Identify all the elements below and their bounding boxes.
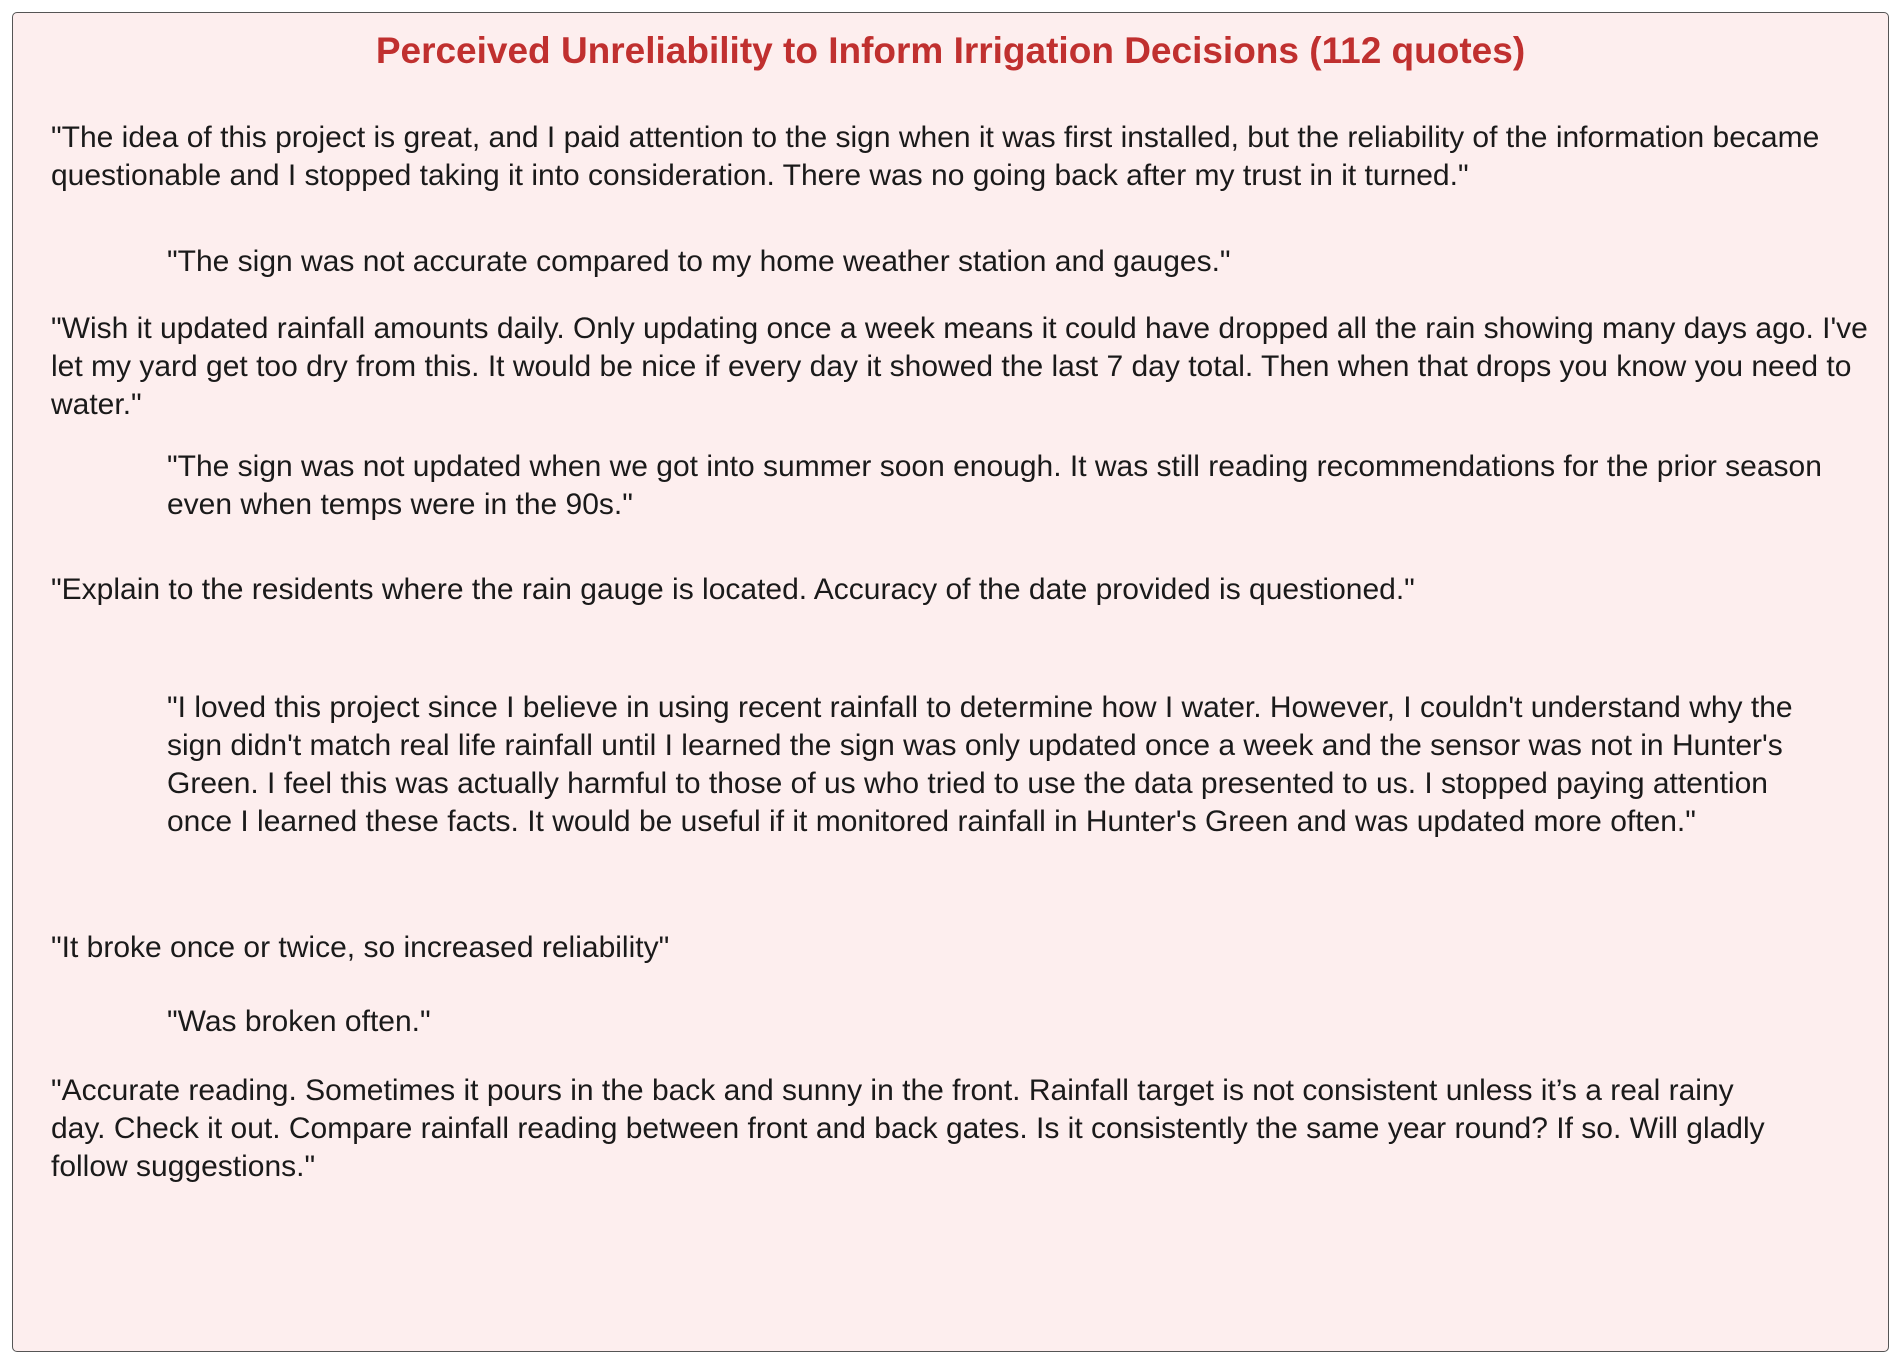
quote-2: "The sign was not accurate compared to my home weather station and gauges."	[167, 245, 1231, 278]
quote-5: "Explain to the residents where the rain gauge is located. Accuracy of the date provided is questioned."	[51, 573, 1415, 606]
quote-9: "Accurate reading. Sometimes it pours in the back and sunny in the front. Rainfall target is not consistent unless it’s a real rainy day. Check it out. Compare rainfall reading between front and back gates. Is it consistently the same year round? If so. Will gladly follow suggestions."	[51, 1074, 1765, 1183]
quote-panel	[12, 12, 1889, 1352]
quote-4: "The sign was not updated when we got into summer soon enough. It was still reading recommendations for the prior season even when temps were in the 90s."	[167, 450, 1822, 521]
panel-title: Perceived Unreliability to Inform Irrigation Decisions (112 quotes)	[375, 30, 1526, 71]
quote-8: "Was broken often."	[167, 1005, 431, 1038]
quote-1: "The idea of this project is great, and I paid attention to the sign when it was first installed, but the reliability of the information became questionable and I stopped taking it into consideration. There was no going back after my trust in it turned."	[51, 121, 1820, 192]
quote-3: "Wish it updated rainfall amounts daily. Only updating once a week means it could have dropped all the rain showing many days ago. I've let my yard get too dry from this. It would be nice if every day it showed the last 7 day total. Then when that drops you know you need to water."	[51, 312, 1868, 421]
quote-6: "I loved this project since I believe in using recent rainfall to determine how I water. However, I couldn't understand why the sign didn't match real life rainfall until I learned the sign was only updated once a week and the sensor was not in Hunter's Green. I feel this was actually harmful to those of us who tried to use the data presented to us. I stopped paying attention once I learned these facts. It would be useful if it monitored rainfall in Hunter's Green and was updated more often."	[167, 691, 1793, 838]
quote-7: "It broke once or twice, so increased reliability"	[51, 931, 670, 964]
